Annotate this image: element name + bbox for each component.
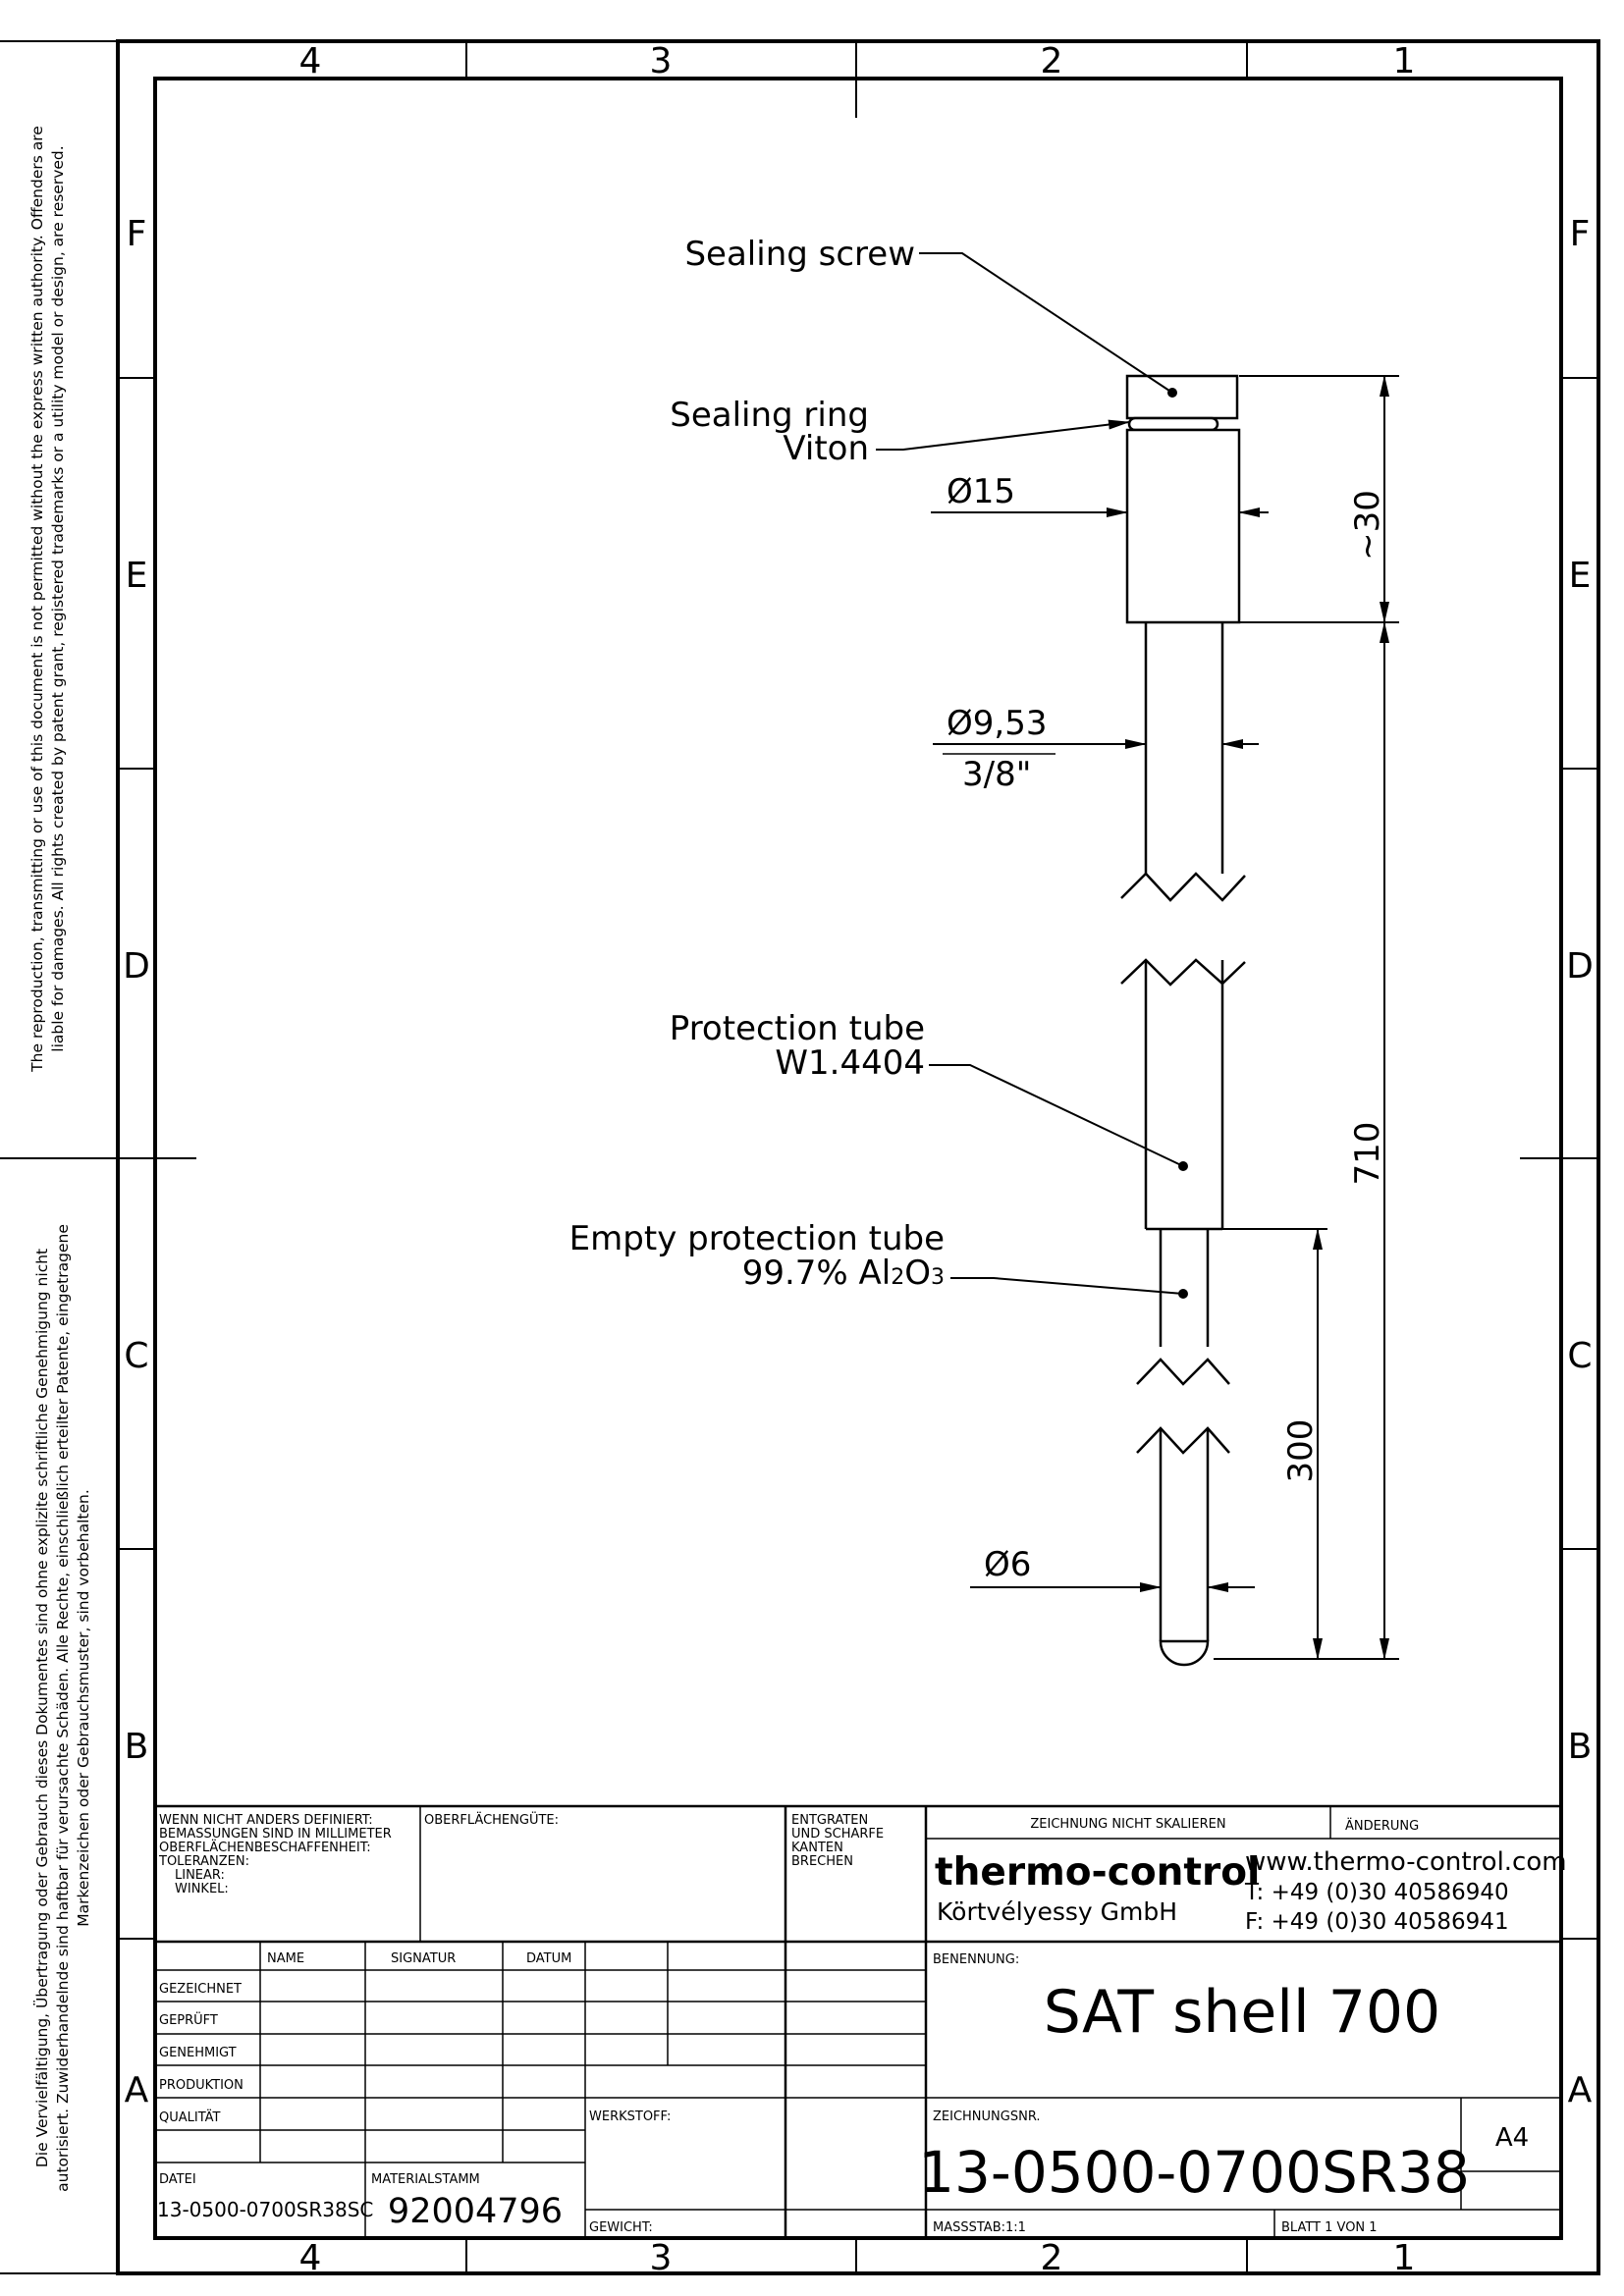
scale-label: MASSSTAB:1:1 xyxy=(933,2220,1026,2235)
header-signature: SIGNATUR xyxy=(391,1951,457,1966)
label-sealing-screw: Sealing screw xyxy=(684,235,915,274)
revision-label: ÄNDERUNG xyxy=(1345,1819,1420,1834)
dim-d15: Ø15 xyxy=(947,472,1016,511)
deburr-2: UND SCHARFE xyxy=(791,1827,885,1842)
row-quality: QUALITÄT xyxy=(159,2110,221,2125)
note-5: LINEAR: xyxy=(175,1868,225,1883)
col-label-4-bottom: 4 xyxy=(298,2238,322,2278)
header-name: NAME xyxy=(267,1951,305,1966)
dim-d953: Ø9,53 xyxy=(947,704,1048,743)
row-label-B-left: B xyxy=(124,1727,149,1767)
deburr-1: ENTGRATEN xyxy=(791,1813,869,1828)
row-label-B-right: B xyxy=(1567,1727,1593,1767)
head-body xyxy=(1127,430,1239,622)
col-label-3-top: 3 xyxy=(649,41,673,81)
dim-d6: Ø6 xyxy=(984,1545,1032,1584)
master-number: 92004796 xyxy=(387,2192,564,2231)
col-label-1-bottom: 1 xyxy=(1392,2238,1416,2278)
drawing-number: 13-0500-0700SR38 xyxy=(918,2139,1470,2206)
disclaimer-de-line1: Die Vervielfältigung, Übertragung oder Gebrauch dieses Dokumentes sind ohne explizite schriftliche Genehmigung nicht xyxy=(33,1248,51,2168)
dim-len30: ~30 xyxy=(1348,490,1387,561)
weight-label: GEWICHT: xyxy=(589,2220,653,2235)
no-scale-label: ZEICHNUNG NICHT SKALIEREN xyxy=(1030,1817,1226,1832)
company-website: www.thermo-control.com xyxy=(1245,1847,1567,1877)
sheet-format: A4 xyxy=(1494,2123,1530,2153)
dim-len300: 300 xyxy=(1281,1418,1321,1483)
row-approved: GENEHMIGT xyxy=(159,2046,237,2060)
deburr-4: BRECHEN xyxy=(791,1854,853,1869)
row-label-C-left: C xyxy=(124,1336,149,1376)
break-line-1 xyxy=(1121,874,1245,900)
row-label-C-right: C xyxy=(1567,1336,1593,1376)
note-6: WINKEL: xyxy=(175,1882,229,1896)
col-label-1-top: 1 xyxy=(1392,41,1416,81)
disclaimer-strip xyxy=(0,41,118,2273)
disclaimer-en-line2: liable for damages. All rights created by patent grant, registered trademarks or a utility model or design, are reserved. xyxy=(49,145,67,1052)
header-date: DATUM xyxy=(526,1951,572,1966)
label-viton: Viton xyxy=(783,429,869,468)
company-sub: Körtvélyessy GmbH xyxy=(937,1897,1178,1926)
leader-empty-tube xyxy=(950,1278,1183,1294)
material-label: WERKSTOFF: xyxy=(589,2109,672,2124)
deburr-3: KANTEN xyxy=(791,1841,843,1855)
tube-tip xyxy=(1161,1641,1208,1665)
row-label-A-right: A xyxy=(1567,2070,1593,2110)
label-empty-tube: Empty protection tube xyxy=(568,1219,945,1258)
title-block xyxy=(155,1806,1567,2238)
dim-len710: 710 xyxy=(1348,1121,1387,1186)
leader-sealing-ring xyxy=(876,422,1129,450)
company-name: thermo-control xyxy=(935,1850,1261,1895)
part-labels xyxy=(569,235,945,1293)
note-3: OBERFLÄCHENBESCHAFFENHEIT: xyxy=(159,1841,371,1855)
row-label-A-left: A xyxy=(124,2070,149,2110)
company-fax: F: +49 (0)30 40586941 xyxy=(1245,1909,1509,1935)
drawing-no-label: ZEICHNUNGSNR. xyxy=(933,2109,1041,2124)
row-label-F-right: F xyxy=(1569,214,1591,254)
col-label-4-top: 4 xyxy=(298,41,322,81)
row-label-D-left: D xyxy=(123,946,150,987)
row-label-F-left: F xyxy=(126,214,147,254)
break-line-2 xyxy=(1121,960,1245,985)
note-1: WENN NICHT ANDERS DEFINIERT: xyxy=(159,1813,373,1828)
leader-sealing-screw xyxy=(919,253,1172,393)
dim-d953-inch: 3/8" xyxy=(962,755,1032,794)
label-empty-tube-material: 99.7% Al2O3 xyxy=(741,1254,945,1293)
sealing-screw xyxy=(1127,376,1237,418)
drawing-title: SAT shell 700 xyxy=(1043,1978,1441,2047)
master-label: MATERIALSTAMM xyxy=(371,2172,480,2187)
col-label-2-bottom: 2 xyxy=(1040,2238,1063,2278)
label-protection-tube: Protection tube xyxy=(669,1009,925,1048)
row-label-E-left: E xyxy=(125,556,148,596)
label-sealing-ring: Sealing ring xyxy=(670,396,869,435)
company-phone: T: +49 (0)30 40586940 xyxy=(1245,1880,1509,1905)
sheet-label: BLATT 1 VON 1 xyxy=(1281,2220,1378,2235)
row-label-E-right: E xyxy=(1568,556,1592,596)
col-label-3-bottom: 3 xyxy=(649,2238,673,2278)
note-4: TOLERANZEN: xyxy=(159,1854,249,1869)
label-protection-tube-material: W1.4404 xyxy=(775,1043,925,1083)
title-label: BENENNUNG: xyxy=(933,1952,1020,1967)
row-checked: GEPRÜFT xyxy=(159,2013,218,2028)
col-label-2-top: 2 xyxy=(1040,41,1063,81)
file-name: 13-0500-0700SR38SC xyxy=(157,2198,374,2221)
row-label-D-right: D xyxy=(1566,946,1594,987)
row-drawn: GEZEICHNET xyxy=(159,1982,242,1997)
disclaimer-de-line2: autorisiert. Zuwiderhandelnde sind haftbar für verursachte Schäden. Alle Rechte, einschließlich erteilter Patente, eingetragene xyxy=(54,1224,72,2192)
note-2: BEMASSUNGEN SIND IN MILLIMETER xyxy=(159,1827,392,1842)
surface-quality-label: OBERFLÄCHENGÜTE: xyxy=(424,1813,559,1828)
dimension-labels xyxy=(947,472,1387,1584)
sensor-part xyxy=(1121,376,1245,1665)
disclaimer-en-line1: The reproduction, transmitting or use of this document is not permitted without the express written authority. Offenders are xyxy=(28,126,46,1072)
disclaimer-de-line3: Markenzeichen oder Gebrauchsmuster, sind vorbehalten. xyxy=(75,1489,92,1927)
sealing-ring xyxy=(1129,418,1218,430)
break-line-4 xyxy=(1137,1428,1229,1453)
break-line-3 xyxy=(1137,1360,1229,1384)
row-production: PRODUKTION xyxy=(159,2078,244,2093)
file-label: DATEI xyxy=(159,2172,196,2187)
